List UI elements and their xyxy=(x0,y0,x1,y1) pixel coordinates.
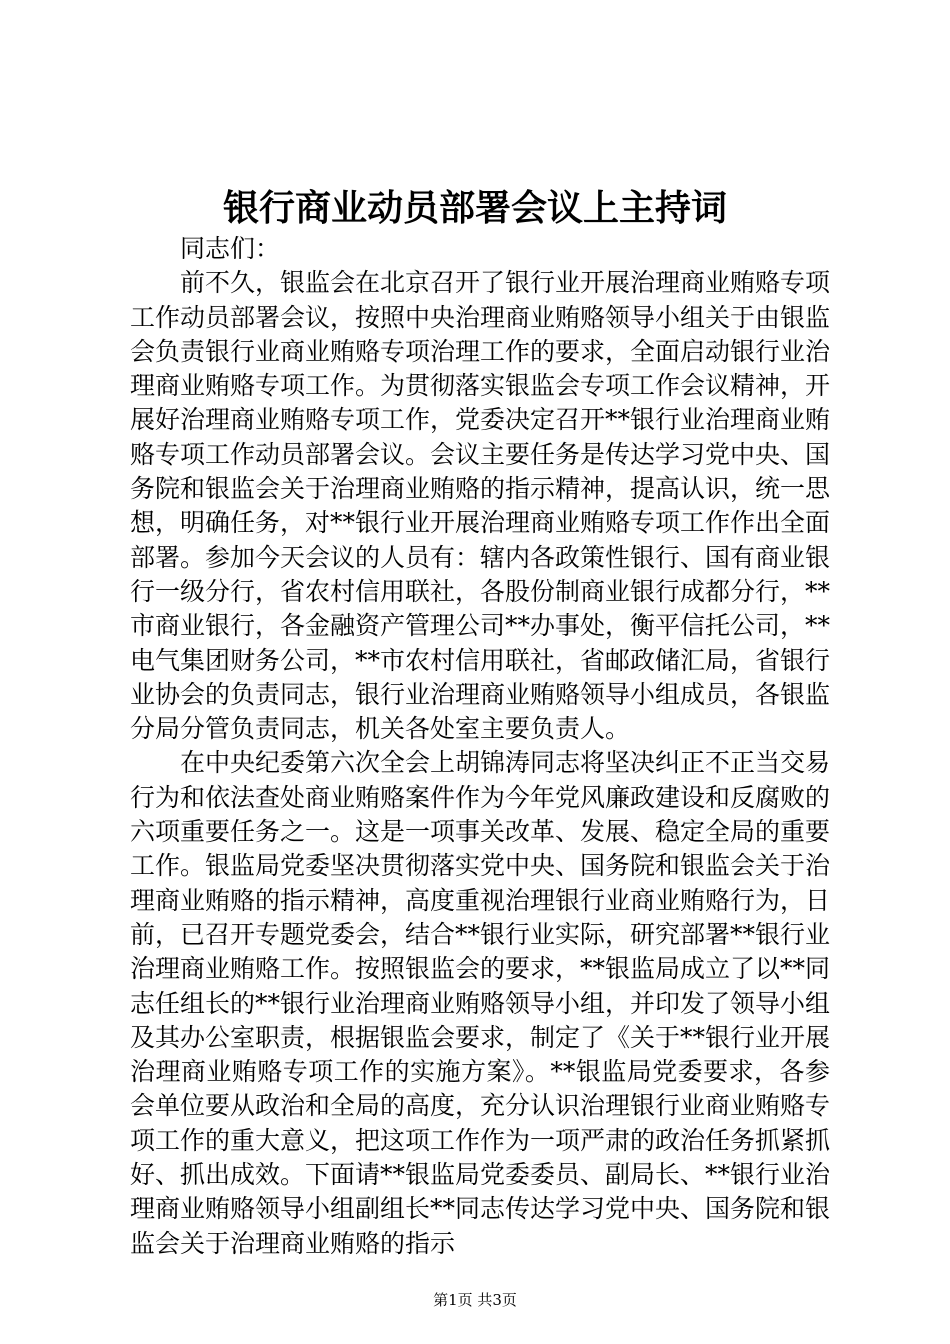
document-body xyxy=(130,232,830,1261)
body-paragraph-1: 前不久，银监会在北京召开了银行业开展治理商业贿赂专项工作动员部署会议，按照中央治理商业贿赂领导小组关于由银监会负责银行业商业贿赂专项治理工作的要求，全面启动银行业治理商业贿赂专项工作。为贯彻落实银监会专项工作会议精神，开展好治理商业贿赂专项工作，党委决定召开**银行业治理商业贿赂专项工作动员部署会议。会议主要任务是传达学习党中央、国务院和银监会关于治理商业贿赂的指示精神，提高认识，统一思想，明确任务，对**银行业开展治理商业贿赂专项工作作出全面部署。参加今天会议的人员有：辖内各政策性银行、国有商业银行一级分行，省农村信用联社，各股份制商业银行成都分行，**市商业银行，各金融资产管理公司**办事处，衡平信托公司，**电气集团财务公司，**市农村信用联社，省邮政储汇局，省银行业协会的负责同志，银行业治理商业贿赂领导小组成员，各银监分局分管负责同志，机关各处室主要负责人。 xyxy=(130,268,831,744)
body-paragraph-2: 在中央纪委第六次全会上胡锦涛同志将坚决纠正不正当交易行为和依法查处商业贿赂案件作为今年党风廉政建设和反腐败的六项重要任务之一。这是一项事关改革、发展、稳定全局的重要工作。银监局党委坚决贯彻落实党中央、国务院和银监会关于治理商业贿赂的指示精神，高度重视治理银行业商业贿赂行为，日前，已召开专题党委会，结合**银行业实际，研究部署**银行业治理商业贿赂工作。按照银监会的要求，**银监局成立了以**同志任组长的**银行业治理商业贿赂领导小组，并印发了领导小组及其办公室职责，根据银监会要求，制定了《关于**银行业开展治理商业贿赂专项工作的实施方案》。**银监局党委要求，各参会单位要从政治和全局的高度，充分认识治理银行业商业贿赂专项工作的重大意义，把这项工作作为一项严肃的政治任务抓紧抓好、抓出成效。下面请**银监局党委委员、副局长、**银行业治理商业贿赂领导小组副组长**同志传达学习党中央、国务院和银监会关于治理商业贿赂的指示 xyxy=(130,748,831,1258)
salutation: 同志们： xyxy=(180,234,281,263)
document-title: 银行商业动员部署会议上主持词 xyxy=(222,187,727,229)
page-number-footer: 第1页 共3页 xyxy=(433,1291,517,1309)
